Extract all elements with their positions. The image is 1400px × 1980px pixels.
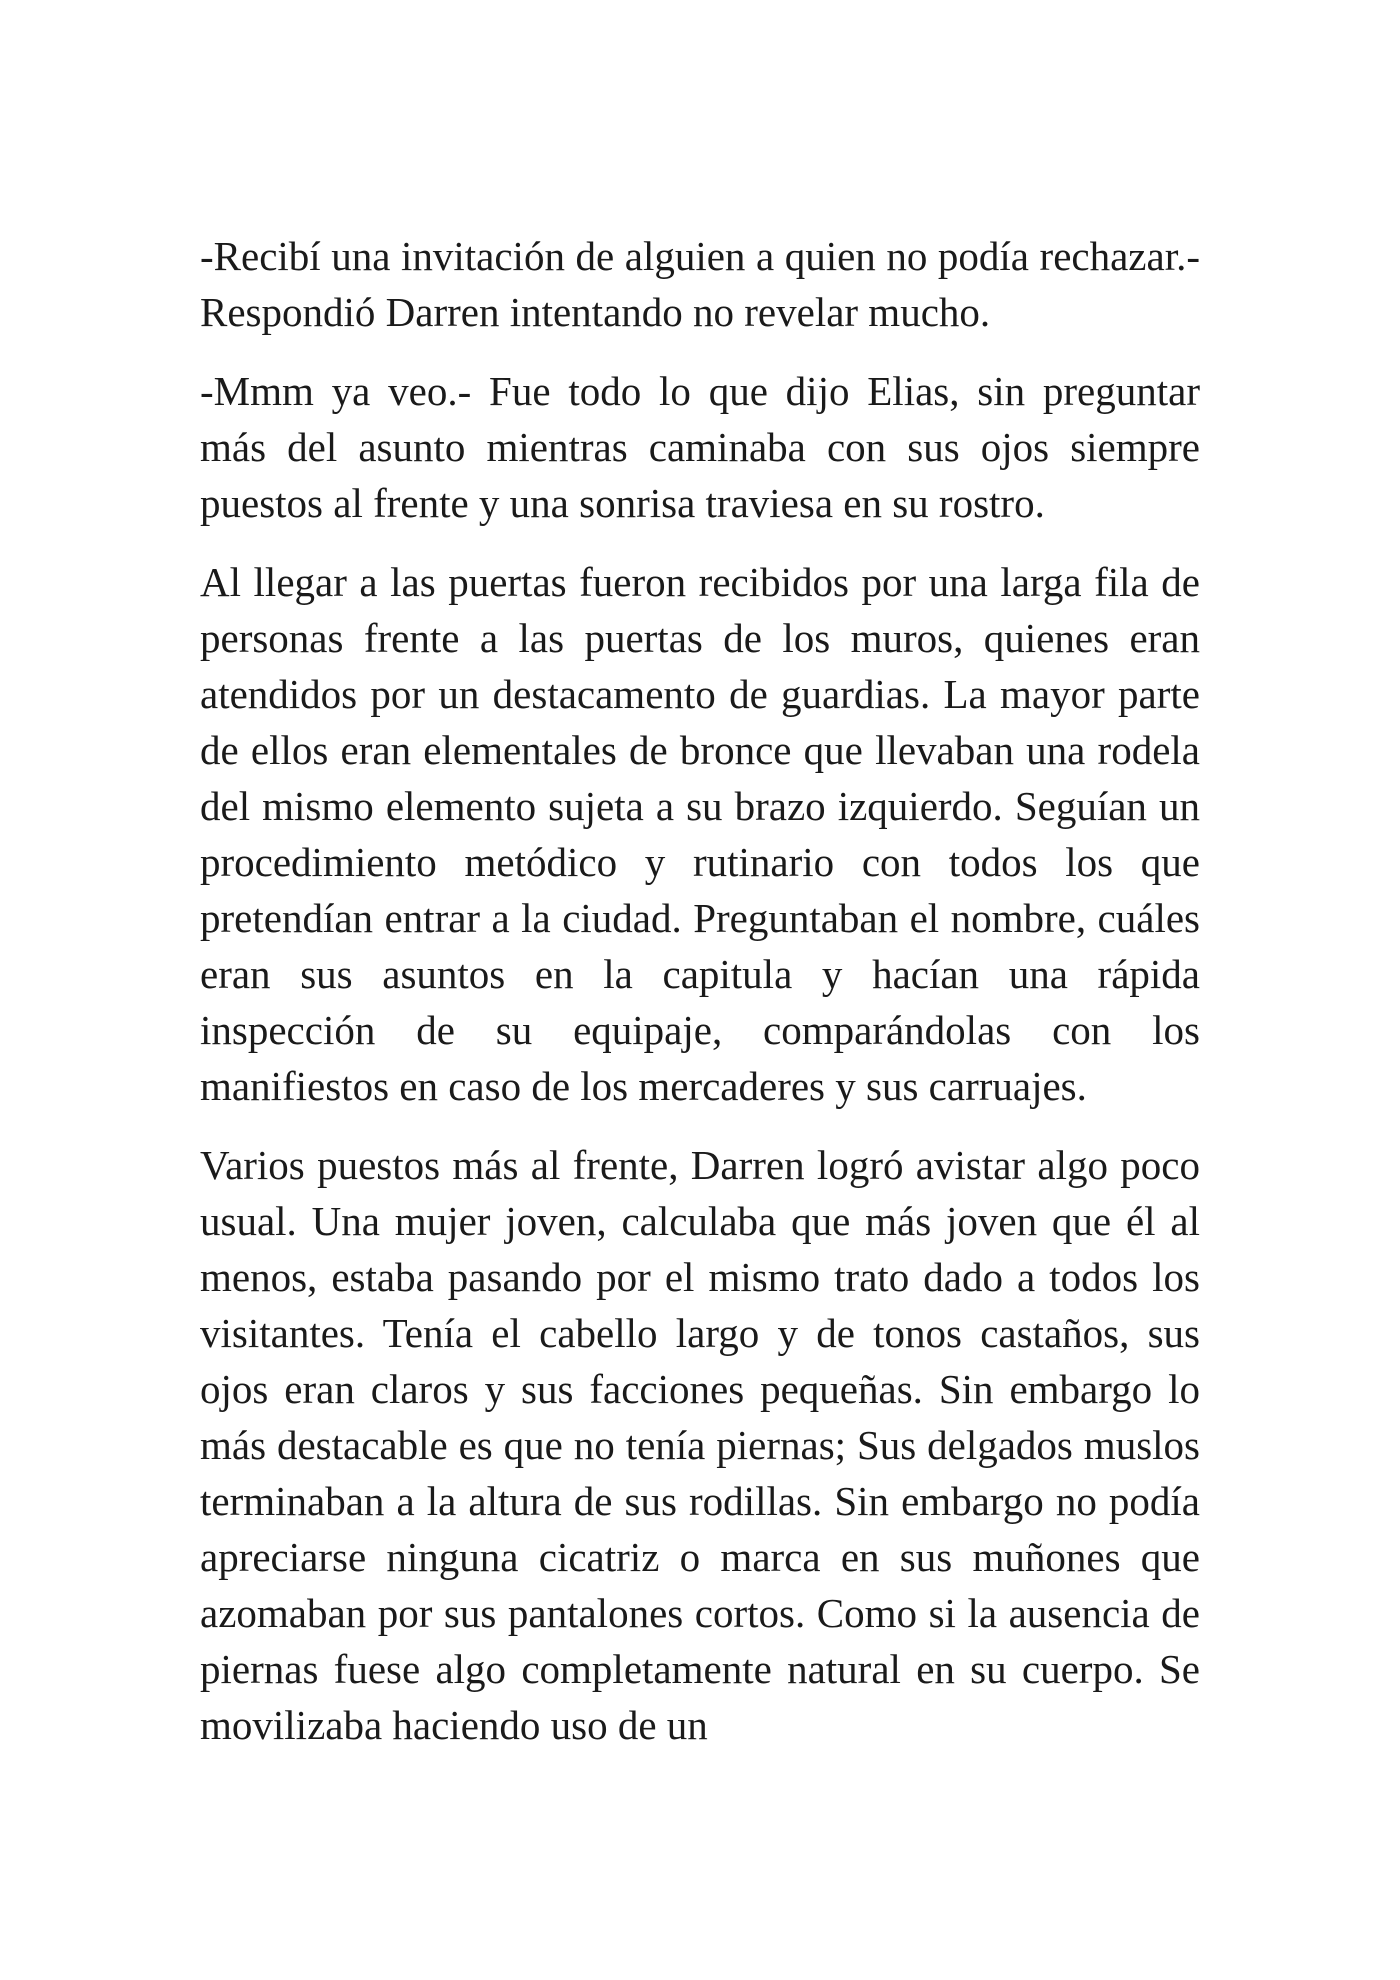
document-page: [200, 228, 1200, 1753]
paragraph-elias-response: -Mmm ya veo.- Fue todo lo que dijo Elias, sin preguntar más del asunto mientras caminaba con sus ojos siempre puestos al frente y una sonrisa traviesa en su rostro.: [200, 368, 1200, 526]
paragraph-young-woman: Varios puestos más al frente, Darren logró avistar algo poco usual. Una mujer joven, calculaba que más joven que él al menos, estaba pasando por el mismo trato dado a todos los visitantes. Tenía el cabello largo y de tonos castaños, sus ojos eran claros y sus facciones pequeñas. Sin embargo lo más destacable es que no tenía piernas; Sus delgados muslos terminaban a la altura de sus rodillas. Sin embargo no podía apreciarse ninguna cicatriz o marca en sus muñones que azomaban por sus pantalones cortos. Como si la ausencia de piernas fuese algo completamente natural en su cuerpo. Se movilizaba haciendo uso de un: [200, 1142, 1200, 1748]
paragraph-darren-reply: -Recibí una invitación de alguien a quien no podía rechazar.- Respondió Darren intentando no revelar mucho.: [200, 233, 1200, 335]
paragraph-city-gates: Al llegar a las puertas fueron recibidos por una larga fila de personas frente a las puertas de los muros, quienes eran atendidos por un destacamento de guardias. La mayor parte de ellos eran elementales de bronce que llevaban una rodela del mismo elemento sujeta a su brazo izquierdo. Seguían un procedimiento metódico y rutinario con todos los que pretendían entrar a la ciudad. Preguntaban el nombre, cuáles eran sus asuntos en la capitula y hacían una rápida inspección de su equipaje, comparándolas con los manifiestos en caso de los mercaderes y sus carruajes.: [200, 559, 1200, 1109]
